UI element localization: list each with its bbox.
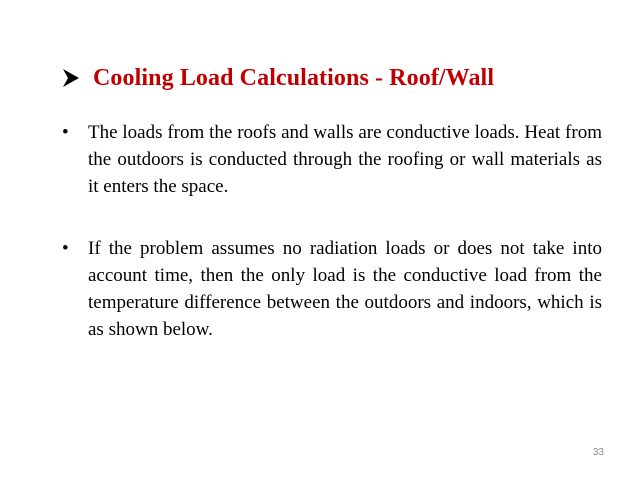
bullet-text: If the problem assumes no radiation loads or does not take into account time, then the only load is the conductive load from the temperature difference between the outdoors and indoors, which is as shown below. bbox=[88, 238, 602, 340]
bullet-marker: • bbox=[62, 238, 69, 259]
bullet-text: The loads from the roofs and walls are conductive loads. Heat from the outdoors is conducted through the roofing or wall materials as it enters the space. bbox=[88, 122, 602, 197]
bullet-item bbox=[62, 235, 602, 343]
page-number: 33 bbox=[592, 447, 604, 458]
bullet-marker: • bbox=[62, 122, 69, 143]
arrowhead-bullet-icon bbox=[62, 68, 80, 88]
slide-title: Cooling Load Calculations - Roof/Wall bbox=[93, 64, 495, 91]
slide-title-row bbox=[62, 62, 494, 94]
bullet-item bbox=[62, 119, 602, 200]
